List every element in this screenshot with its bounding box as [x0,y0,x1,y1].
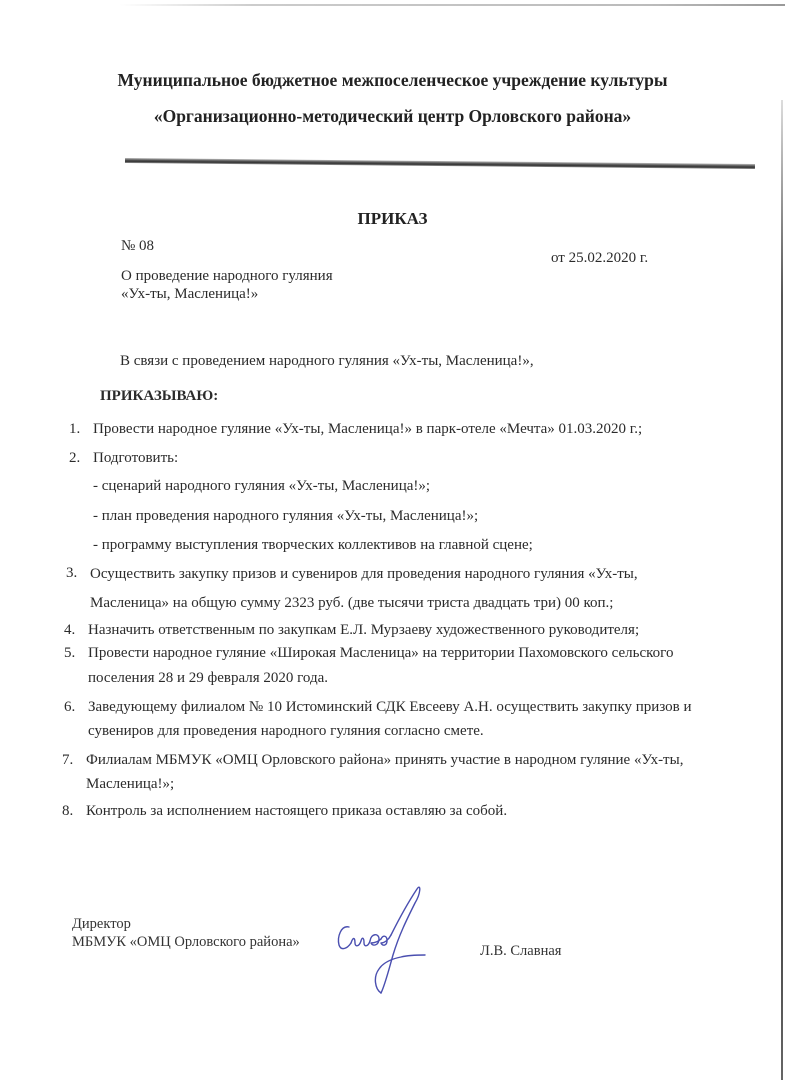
org-name-line1: Муниципальное бюджетное межпоселенческое учреждение культуры [117,70,668,90]
signatory-position-line2: МБМУК «ОМЦ Орловского района» [72,934,300,950]
org-name-line2: «Организационно-методический центр Орловского района» [153,106,632,126]
item-text: Масленица» на общую сумму 2323 руб. (две тысячи триста двадцать три) 00 коп.; [90,595,614,611]
item-text: Провести народное гуляние «Широкая Масленица» на территории Пахомовского сельского [88,645,674,661]
item-text: Филиалам МБМУК «ОМЦ Орловского района» принять участие в народном гуляние «Ух-ты, [86,752,684,768]
order-subject-line1: О проведение народного гуляния [121,268,333,284]
item-text: сувениров для проведения народного гуляния согласно смете. [88,723,484,739]
item-number: 6. [64,699,76,715]
item-number: 1. [69,421,81,437]
subitem-text: - план проведения народного гуляния «Ух-ты, Масленица!»; [93,508,479,524]
item-number: 2. [69,450,81,466]
item-number: 7. [62,752,74,768]
header-divider [125,158,755,169]
item-number: 4. [64,622,76,638]
signatory-name: Л.В. Славная [480,943,562,959]
item-text: Заведующему филиалом № 10 Истоминский СДК Евсееву А.Н. осуществить закупку призов и [88,699,692,715]
item-number: 3. [66,565,78,581]
handwritten-signature [335,885,435,995]
item-text: Осуществить закупку призов и сувениров для проведения народного гуляния «Ух-ты, [90,566,638,582]
subitem-text: - программу выступления творческих коллективов на главной сцене; [93,537,533,553]
item-text: Назначить ответственным по закупкам Е.Л. Мурзаеву художественного руководителя; [88,622,640,638]
item-text: Контроль за исполнением настоящего приказа оставляю за собой. [86,803,508,819]
signatory-position-line1: Директор [72,916,131,932]
directive: ПРИКАЗЫВАЮ: [100,388,219,404]
item-text: поселения 28 и 29 февраля 2020 года. [88,670,329,686]
item-text: Провести народное гуляние «Ух-ты, Масленица!» в парк-отеле «Мечта» 01.03.2020 г.; [93,421,643,437]
order-date: от 25.02.2020 г. [551,250,649,266]
item-number: 8. [62,803,74,819]
order-subject-line2: «Ух-ты, Масленица!» [121,286,259,302]
item-number: 5. [64,645,76,661]
scan-edge-top [120,4,785,6]
item-text: Масленица!»; [86,776,175,792]
preamble: В связи с проведением народного гуляния «Ух-ты, Масленица!», [120,353,534,369]
order-number: № 08 [121,238,155,254]
subitem-text: - сценарий народного гуляния «Ух-ты, Масленица!»; [93,478,431,494]
item-text: Подготовить: [93,450,179,466]
order-title: ПРИКАЗ [357,209,428,228]
scan-edge-right [781,100,783,1080]
